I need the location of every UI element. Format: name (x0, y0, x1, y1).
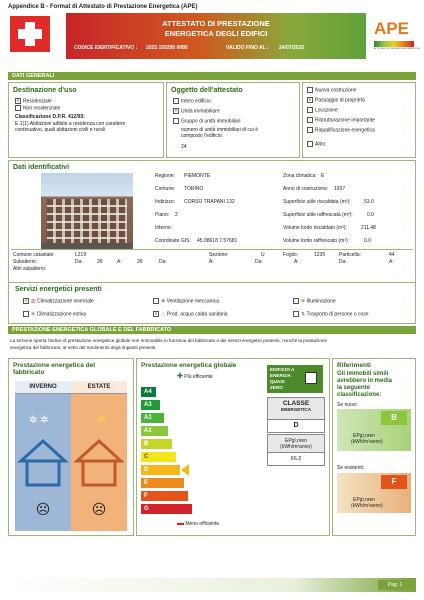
sad-face-summer-icon: ☹ (91, 501, 107, 517)
building-photo (41, 173, 133, 249)
coordinate-value: 45.08618 7.57681 (197, 238, 238, 244)
header-banner (66, 13, 366, 59)
piano-label: Piano: (155, 212, 170, 218)
vol-risc-label: Volume lordo riscaldato (m³): (283, 225, 347, 231)
motivazione-box (302, 82, 416, 158)
vol-raff-value: 0.0 (364, 238, 371, 244)
sezione-label: Sezione: (209, 252, 229, 258)
sup-risc-value: 53.0 (364, 199, 374, 205)
fabbricato-graph (15, 381, 127, 531)
header-title-1: ATTESTATO DI PRESTAZIONE (162, 19, 270, 28)
class-bar-g: G (141, 504, 192, 514)
vol-raff-label: Volume lordo raffrescato (m³): (283, 238, 350, 244)
servizi-title: Servizi energetici presenti (15, 286, 102, 293)
non-residenziale-option[interactable]: Non residenziale (15, 105, 60, 111)
checkbox-icon (15, 105, 21, 111)
numero-value: 24 (181, 144, 187, 150)
sun-icon: ☀ (95, 411, 108, 427)
lightbulb-icon: ✺ (301, 298, 306, 305)
class-bar-d: D (141, 465, 180, 475)
classe-label-1: CLASSE (282, 400, 310, 407)
piu-efficiente-label: ✚ Più efficiente (177, 373, 213, 380)
checkbox-checked-icon: × (154, 311, 158, 316)
indirizzo-label: Indirizzo: (155, 199, 176, 205)
ref-exist-class: F (381, 475, 407, 489)
comune-value: TORINO (184, 186, 204, 192)
destinazione-title: Destinazione d'uso (13, 87, 77, 94)
servizio-trasporto[interactable]: ⇅ Trasporto di persone o cose (293, 311, 369, 317)
code-label: CODICE IDENTIFICATIVO : (74, 45, 138, 51)
sub-da-label-1: Da: (75, 259, 83, 265)
class-bar-b: B (141, 439, 172, 449)
sezione-value: U (261, 252, 265, 258)
classificazione-text-2: continuativo, quali abitazioni civili e rurali (15, 127, 106, 133)
nzeb-checkbox[interactable] (305, 372, 317, 384)
identificativi-box (8, 160, 416, 300)
anno-label: Anno di costruzione: (283, 186, 329, 192)
checkbox-icon (307, 87, 313, 93)
catastale-label: Comune catastale: (13, 252, 55, 258)
checkbox-icon (307, 127, 313, 133)
zona-value: E (321, 173, 325, 179)
section-prestazione: PRESTAZIONE ENERGETICA GLOBALE E DEL FABBRICATO (8, 326, 416, 334)
se-nuovi-label: Se nuovi: (337, 402, 358, 408)
se-esistenti-label: Se esistenti: (337, 465, 365, 471)
servizio-illuminazione[interactable]: ✺ Illuminazione (293, 298, 336, 304)
valid-value: 24/07/2035 (279, 45, 305, 51)
comune-label: Comune: (155, 186, 176, 192)
ref-exist-ep-2: (kWh/m²anno) (351, 503, 383, 509)
checkbox-icon (307, 107, 313, 113)
piano-value: 2 (175, 212, 178, 218)
ref-esistenti-graph (337, 473, 411, 513)
globale-box (136, 358, 330, 536)
foglio-value: 1235 (314, 252, 326, 258)
vol-risc-value: 211.48 (361, 225, 376, 231)
subalterni-label: Subalterni: (13, 259, 37, 265)
nzeb-label-4: ZERO (270, 385, 283, 390)
class-bar-c: C (141, 452, 176, 462)
foglio-label: Foglio: (283, 252, 299, 258)
nzeb-label-1: EDIFICIO A (270, 367, 295, 372)
nzeb-box (267, 365, 323, 393)
inverno-label: INVERNO (15, 381, 71, 394)
ep-label-2: (kWh/m²anno) (280, 444, 312, 450)
altro-option[interactable]: Altro: (307, 141, 327, 147)
sub-da-label-4: Da: (339, 259, 347, 265)
numero-label-1: numero di unità immobiliari di cui è (181, 127, 258, 133)
checkbox-icon (173, 98, 179, 104)
classe-value: D (267, 419, 325, 433)
particella-value: 44 (389, 252, 395, 258)
radiator-icon: ▥ (31, 298, 36, 305)
identificativi-title: Dati identificativi (13, 164, 70, 171)
regione-logo (10, 16, 50, 52)
house-icons (15, 431, 127, 491)
checkbox-icon (293, 298, 299, 304)
zona-label: Zona climatica: (283, 173, 317, 179)
ref-nuovi-graph (337, 409, 411, 451)
code-value: 2025 105295 0080 (146, 45, 188, 51)
altri-subalterni-label: Altri subalterni: (13, 266, 47, 272)
coordinate-label: Coordinate GIS: (155, 238, 191, 244)
ape-logo: APE ATTESTATO DI PRESTAZIONE ENERGETICA (374, 19, 420, 50)
indirizzo-value: CORSO TRAPANI 132 (184, 199, 235, 205)
riferimenti-box (332, 358, 416, 536)
unita-immobiliare-option[interactable]: × Unità immobiliare (174, 108, 220, 115)
plus-icon: ✚ (177, 373, 183, 380)
servizio-ventilazione[interactable]: ✻ Ventilazione meccanica (153, 298, 219, 304)
classe-label-2: ENERGETICA (280, 407, 312, 412)
section-dati-generali: DATI GENERALI (8, 72, 416, 80)
anno-value: 1937 (334, 186, 346, 192)
ristrutturazione-option[interactable]: Ristrutturazione importante (307, 117, 375, 123)
checkbox-icon (293, 311, 299, 317)
prestazione-intro-1: La sezione riporta l'indice di prestazione energetica globale non rinnovabile in funzione del fabbricato e dei servizi energetici presenti, nonché la prestazione (10, 338, 328, 343)
checkbox-checked-icon: × (174, 108, 178, 113)
riferimenti-title: Riferimenti (337, 362, 371, 369)
sad-face-winter-icon: ☹ (35, 501, 51, 517)
intero-edificio-option[interactable]: Intero edificio (173, 98, 211, 104)
class-bar-a1: A1 (141, 426, 168, 436)
servizio-clim-estiva[interactable]: ❄ Climatizzazione estiva (23, 311, 86, 317)
servizio-acqua-calda[interactable]: × ♨ Prod. acqua calda sanitaria (154, 311, 228, 318)
riqualificazione-option[interactable]: Riqualificazione energetica (307, 127, 375, 133)
servizio-clim-invernale[interactable]: × ▥ Climatizzazione invernale (24, 298, 94, 305)
sub-a-label-4: A: (389, 259, 394, 265)
globale-title: Prestazione energetica globale (141, 362, 237, 369)
sub-a-label-1: A: (117, 259, 122, 265)
appendix-title: Appendice B - Format di Attestato di Prestazione Energetica (APE) (8, 4, 198, 10)
class-bar-a4: A4 (141, 387, 156, 397)
water-tap-icon: ♨ (161, 311, 166, 318)
regione-label: Regione: (155, 173, 176, 179)
checkbox-icon (153, 298, 159, 304)
riferimenti-text-4: classificazione: (337, 392, 382, 398)
checkbox-icon (23, 311, 29, 317)
regione-value: PIEMONTE (184, 173, 211, 179)
meno-efficiente-label: ▬ Meno efficiente (177, 520, 220, 527)
fabbricato-title-2: fabbricato (13, 369, 45, 376)
fan-icon: ✻ (161, 298, 166, 305)
classificazione-text-1: E.1(1) Abitazioni adibite a residenza con carattere (15, 121, 126, 127)
estate-label: ESTATE (71, 381, 127, 394)
checkbox-icon (307, 141, 313, 147)
valid-label: VALIDO FINO AL : (226, 45, 269, 51)
servizi-box (8, 282, 416, 324)
passaggio-option[interactable]: × Passaggio di proprietà (308, 97, 365, 104)
residenziale-option[interactable]: × Residenziale (16, 98, 52, 105)
class-bar-a3: A3 (141, 400, 160, 410)
numero-label-2: composto l'edificio: (181, 133, 224, 139)
riferimenti-text-1: Gli immobili simili (337, 371, 389, 377)
checkbox-icon (307, 117, 313, 123)
classe-box (267, 397, 325, 421)
checkbox-checked-icon: × (24, 298, 28, 303)
checkbox-checked-icon: × (308, 97, 312, 102)
checkbox-icon (173, 118, 179, 124)
ref-exist-ep-1: EPgl,nren (353, 497, 375, 503)
ref-new-class: B (381, 411, 407, 425)
ref-new-ep-1: EPgl,nren (353, 433, 375, 439)
class-pointer-arrow (181, 464, 267, 476)
fabbricato-box (8, 358, 134, 536)
sub-a-label-3: A: (294, 259, 299, 265)
catastale-value: L219 (75, 252, 87, 258)
nzeb-label-3: QUASI (270, 379, 285, 384)
oggetto-title: Oggetto dell'attestato (171, 87, 243, 94)
classificazione-label: Classificazione D.P.R. 412/93: (15, 114, 85, 120)
header (8, 13, 420, 59)
sup-raff-value: 0.0 (367, 212, 374, 218)
dati-generali-panel (8, 82, 416, 158)
gruppo-option[interactable]: Gruppo di unità immobiliari (173, 118, 240, 124)
snowflakes-icon: ✲ ✲ (29, 415, 49, 426)
class-bar-f: F (141, 491, 188, 501)
destinazione-box (8, 82, 164, 158)
sub-da-value-1: 26 (97, 259, 103, 265)
class-bar-a2: A2 (141, 413, 164, 423)
sub-a-value-1: 26 (137, 259, 143, 265)
riferimenti-text-3: la seguente (337, 385, 371, 391)
sub-da-label-2: Da: (159, 259, 167, 265)
header-title-2: ENERGETICA DEGLI EDIFICI (164, 29, 268, 38)
elevator-icon: ⇅ (301, 311, 306, 318)
nzeb-label-2: ENERGIA (270, 373, 291, 378)
sub-a-label-2: A: (209, 259, 214, 265)
prestazione-intro-2: energetica del fabbricato, al netto del rendimento degli impianti presenti. (10, 345, 157, 350)
snowflake-icon: ❄ (31, 311, 36, 318)
ep-label-1: EPgl,nren (285, 438, 307, 444)
ref-new-ep-2: (kWh/m²anno) (351, 439, 383, 445)
oggetto-box (166, 82, 300, 158)
interno-label: Interno: (155, 225, 172, 231)
fabbricato-title-1: Prestazione energetica del (13, 362, 96, 369)
ep-value: 66.2 (267, 452, 325, 466)
ep-box (267, 434, 325, 454)
page-number: Pag. 1 (378, 580, 412, 590)
class-bar-e: E (141, 478, 184, 488)
locazione-option[interactable]: Locazione (307, 107, 338, 113)
sup-raff-label: Superficie utile raffrescata (m²): (283, 212, 353, 218)
checkbox-checked-icon: × (16, 98, 20, 103)
footer (8, 578, 416, 592)
sub-da-label-3: Da: (255, 259, 263, 265)
riferimenti-text-2: avrebbero in media (337, 378, 393, 384)
sup-risc-label: Superficie utile riscaldata (m²): (283, 199, 351, 205)
nuova-costruzione-option[interactable]: Nuova costruzione (307, 87, 356, 93)
particella-label: Particella: (339, 252, 361, 258)
minus-icon: ▬ (177, 520, 184, 527)
